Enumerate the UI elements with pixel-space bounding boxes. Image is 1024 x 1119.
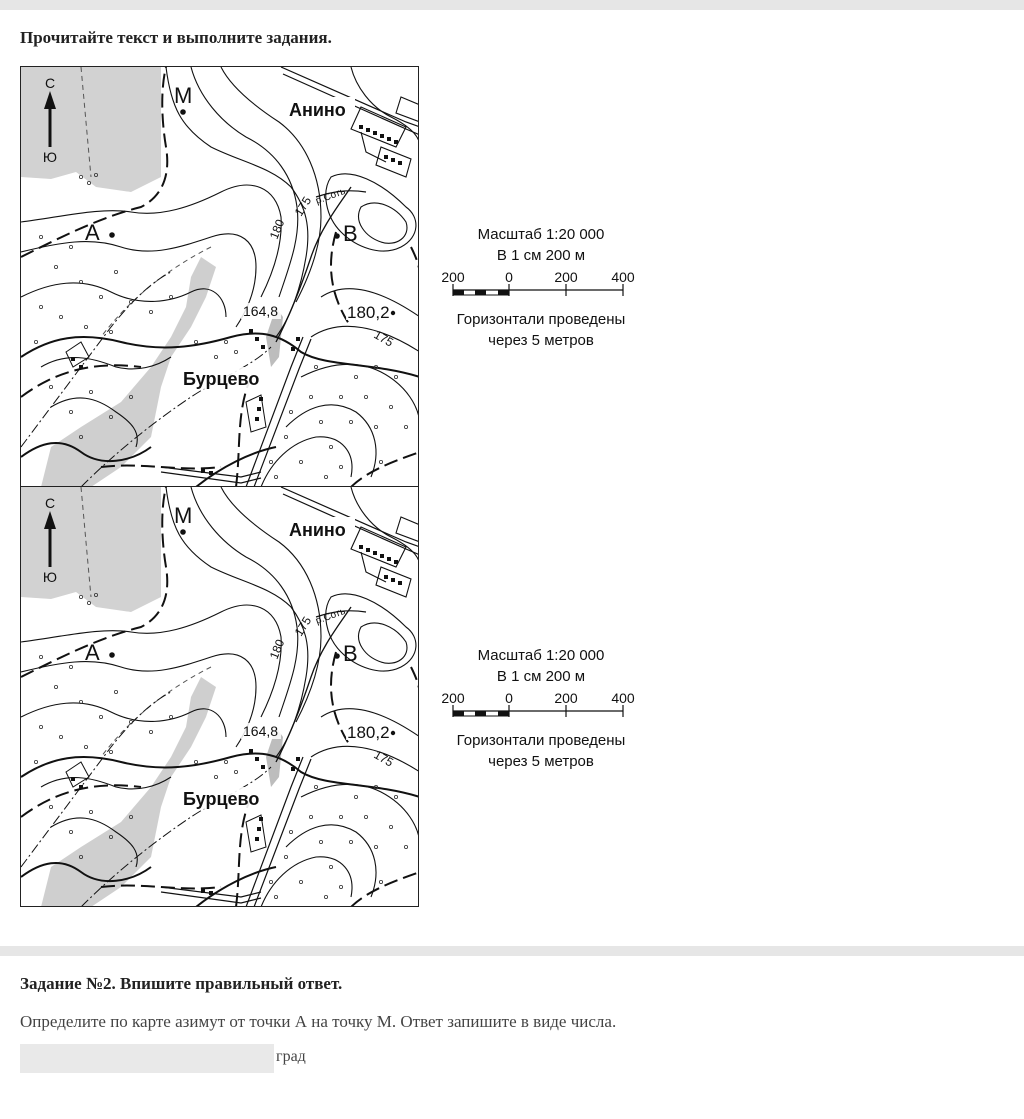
contour-note-line1: Горизонтали проведены (456, 732, 626, 749)
scale-subtitle: В 1 см 200 м (496, 247, 586, 264)
scale-tick-label: 200 (441, 269, 465, 285)
scale-title: Масштаб 1:20 000 (477, 226, 605, 243)
contour-note-line2: через 5 метров (488, 753, 594, 770)
point-m-marker (180, 109, 186, 115)
scale-bar (436, 689, 646, 721)
spot-height-1802: 180,2 (347, 723, 390, 742)
contour-label-180: 180 (266, 217, 288, 242)
scale-tick-label: 200 (554, 269, 578, 285)
point-m-marker (180, 529, 186, 535)
contour-label-175-left: 175 (291, 194, 315, 219)
scale-subtitle: В 1 см 200 м (496, 668, 586, 685)
scale-tick-label: 400 (611, 690, 635, 706)
answer-input[interactable] (20, 1044, 274, 1073)
topographic-map-2 (20, 486, 419, 907)
contour-label-180: 180 (266, 637, 288, 662)
point-b-label: В (343, 641, 358, 666)
village-burtsevo-label: Бурцево (183, 369, 260, 389)
instruction-text: Прочитайте текст и выполните задания. (20, 28, 332, 47)
scale-tick-label: 0 (505, 269, 513, 285)
task-title: Задание №2. Впишите правильный ответ. (20, 974, 343, 993)
river-label: р.Соть (314, 605, 347, 627)
point-b-marker (334, 233, 340, 239)
point-m-label: М (174, 503, 193, 528)
scale-tick-label: 200 (441, 690, 465, 706)
village-anino-label: Анино (289, 100, 346, 120)
scale-tick-label: 0 (505, 690, 513, 706)
scale-tick-label: 200 (554, 690, 578, 706)
spot-height-1802: 180,2 (347, 303, 390, 322)
contour-label-175-right: 175 (371, 747, 396, 770)
map-legend-1 (436, 224, 646, 351)
scale-bar (436, 268, 646, 300)
contour-label-175-left: 175 (291, 614, 315, 639)
point-a-marker (109, 232, 115, 238)
task-question: Определите по карте азимут от точки А на точку М. Ответ запишите в виде числа. (20, 1012, 617, 1031)
river-label: р.Соть (314, 185, 347, 207)
spot-height-1648: 164,8 (243, 303, 279, 319)
contour-note-line2: через 5 метров (488, 332, 594, 349)
top-divider (0, 0, 1024, 10)
point-m-label: М (174, 83, 193, 108)
contour-note-line1: Горизонтали проведены (456, 311, 626, 328)
spot-height-1648: 164,8 (243, 723, 279, 739)
scale-tick-label: 400 (611, 269, 635, 285)
map-legend-2 (436, 645, 646, 772)
point-a-label: А (85, 220, 100, 245)
answer-unit-label: град (276, 1048, 306, 1065)
topographic-map-1 (20, 66, 419, 487)
contour-label-175-right: 175 (371, 327, 396, 350)
scale-title: Масштаб 1:20 000 (477, 647, 605, 664)
village-burtsevo-label: Бурцево (183, 789, 260, 809)
village-anino-label: Анино (289, 520, 346, 540)
south-label: Ю (42, 149, 58, 165)
south-label: Ю (42, 569, 58, 585)
point-b-marker (334, 653, 340, 659)
north-label: С (44, 495, 56, 511)
point-b-label: В (343, 221, 358, 246)
point-a-label: А (85, 640, 100, 665)
point-a-marker (109, 652, 115, 658)
north-label: С (44, 75, 56, 91)
section-divider (0, 946, 1024, 956)
